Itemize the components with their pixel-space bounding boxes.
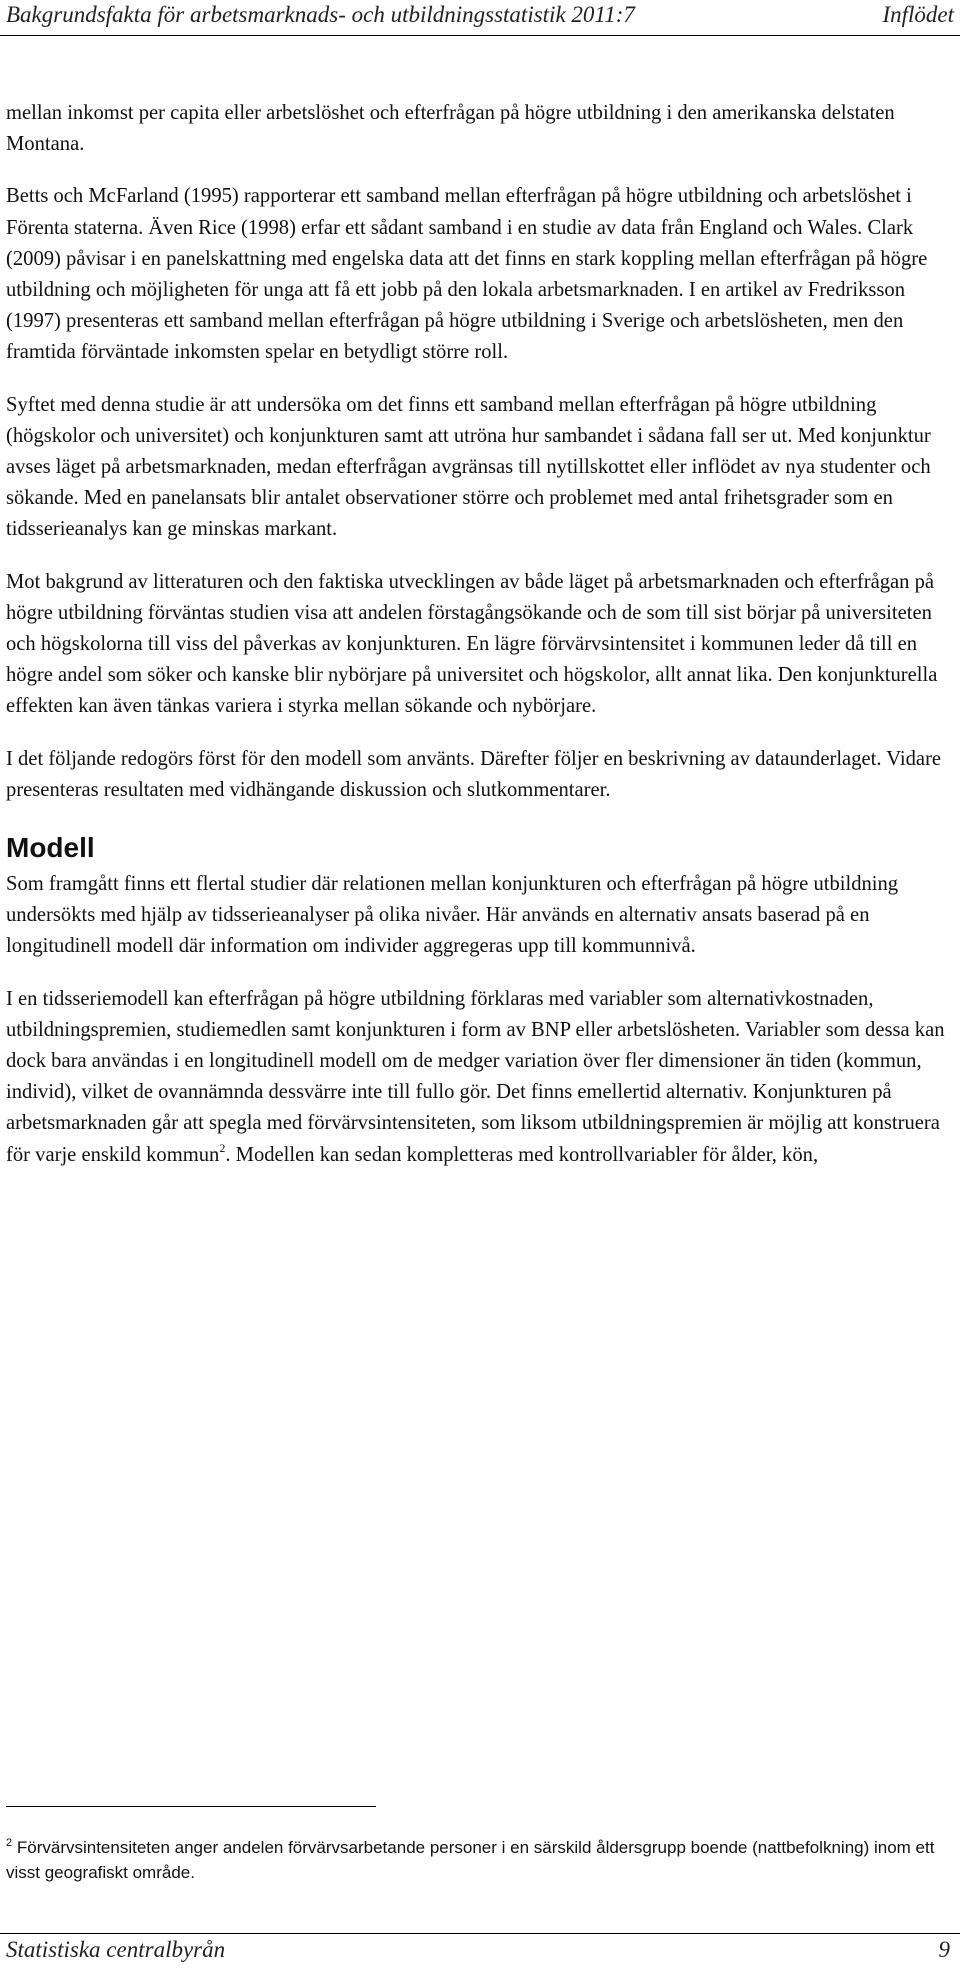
paragraph-text: . Modellen kan sedan kompletteras med kontrollvariabler för ålder, kön, — [225, 1143, 819, 1166]
body-paragraph: Som framgått finns ett flertal studier där relationen mellan konjunkturen och efterfrågan på högre utbildning undersökts med hjälp av tidsserieanalyser på olika nivåer. Här används en alternativ ansats baserad på en longitudinell modell där information om individer aggregeras upp till kommunnivå. — [6, 873, 899, 958]
section-heading: Modell — [6, 832, 95, 864]
footnote-area — [6, 1806, 952, 1885]
page-number: 9 — [938, 1937, 950, 1962]
running-title: Bakgrundsfakta för arbetsmarknads- och utbildningsstatistik 2011:7 — [6, 2, 635, 27]
footer-rule — [0, 1933, 960, 1934]
paragraph-text: I en tidsseriemodell kan efterfrågan på högre utbildning förklaras med variabler som alternativkostnaden, utbildningspremien, studiemedlen samt konjunkturen i form av BNP eller arbetslösheten. Variabler som dessa kan dock bara användas i en longitudinell modell om de medger variation över fler dimensioner än tiden (kommun, individ), vilket de ovannämnda dessvärre inte till fullo gör. Det finns emellertid alternativ. Konjunkturen på arbetsmarknaden går att spegla med förvärvsintensiteten, som liksom utbildningspremien är möjlig att konstruera för varje enskild kommun — [6, 987, 945, 1166]
body-paragraph: I det följande redogörs först för den modell som använts. Därefter följer en beskrivning av dataunderlaget. Vidare presenteras resultaten med vidhängande diskussion och slutkommentarer. — [6, 747, 942, 801]
body-paragraph: Syftet med denna studie är att undersöka om det finns ett samband mellan efterfrågan på högre utbildning (högskolor och universitet) och konjunkturen samt att utröna hur sambandet i sådana fall ser ut. Med konjunktur avses läget på arbetsmarknaden, medan efterfrågan avgränsas till nytillskottet eller inflödet av nya studenter och sökande. Med en panelansats blir antalet observationer större och problemet med antal frihetsgrader som en tidsserieanalys kan ge minskas markant. — [6, 393, 931, 541]
publisher-name: Statistiska centralbyrån — [6, 1937, 226, 1962]
body-paragraph: mellan inkomst per capita eller arbetslöshet och efterfrågan på högre utbildning i den amerikanska delstaten Montana. — [6, 102, 895, 156]
body-paragraph: Mot bakgrund av litteraturen och den faktiska utvecklingen av både läget på arbetsmarknaden och efterfrågan på högre utbildning förväntas studien visa att andelen förstagångsökande och de som till sist börjar på universiteten och högskolorna till viss del påverkas av konjunkturen. En lägre förvärvsintensitet i kommunen leder då till en högre andel som söker och kanske blir nybörjare på universitet och högskolor, allt annat lika. Den konjunkturella effekten kan även tänkas variera i styrka mellan sökande och nybörjare. — [6, 570, 938, 718]
page-footer — [0, 1933, 960, 1969]
page-header — [0, 0, 960, 34]
footnote-reference[interactable]: 2 — [219, 1140, 226, 1155]
footnote-rule — [6, 1806, 376, 1807]
body-paragraph-with-footnote — [6, 984, 952, 1171]
body-paragraph: Betts och McFarland (1995) rapporterar ett samband mellan efterfrågan på högre utbildning och arbetslöshet i Förenta staterna. Även Rice (1998) erfar ett sådant samband i en studie av data från England och Wales. Clark (2009) påvisar i en panelskattning med engelska data att det finns en stark koppling mellan efterfrågan på högre utbildning och möjligheten för unga att få ett jobb på den lokala arbetsmarknaden. I en artikel av Fredriksson (1997) presenteras ett samband mellan efterfrågan på högre utbildning i Sverige och arbetslösheten, men den framtida förväntade inkomsten spelar en betydligt större roll. — [6, 185, 928, 364]
footnote-number: 2 — [6, 1837, 13, 1849]
footnote — [6, 1835, 952, 1885]
running-section: Inflödet — [882, 2, 954, 27]
main-content — [6, 98, 952, 1192]
footnote-text: Förvärvsintensiteten anger andelen förvärvsarbetande personer i en särskild åldersgrupp boende (nattbefolkning) inom ett visst geografiskt område. — [6, 1838, 935, 1882]
header-rule — [0, 35, 960, 36]
